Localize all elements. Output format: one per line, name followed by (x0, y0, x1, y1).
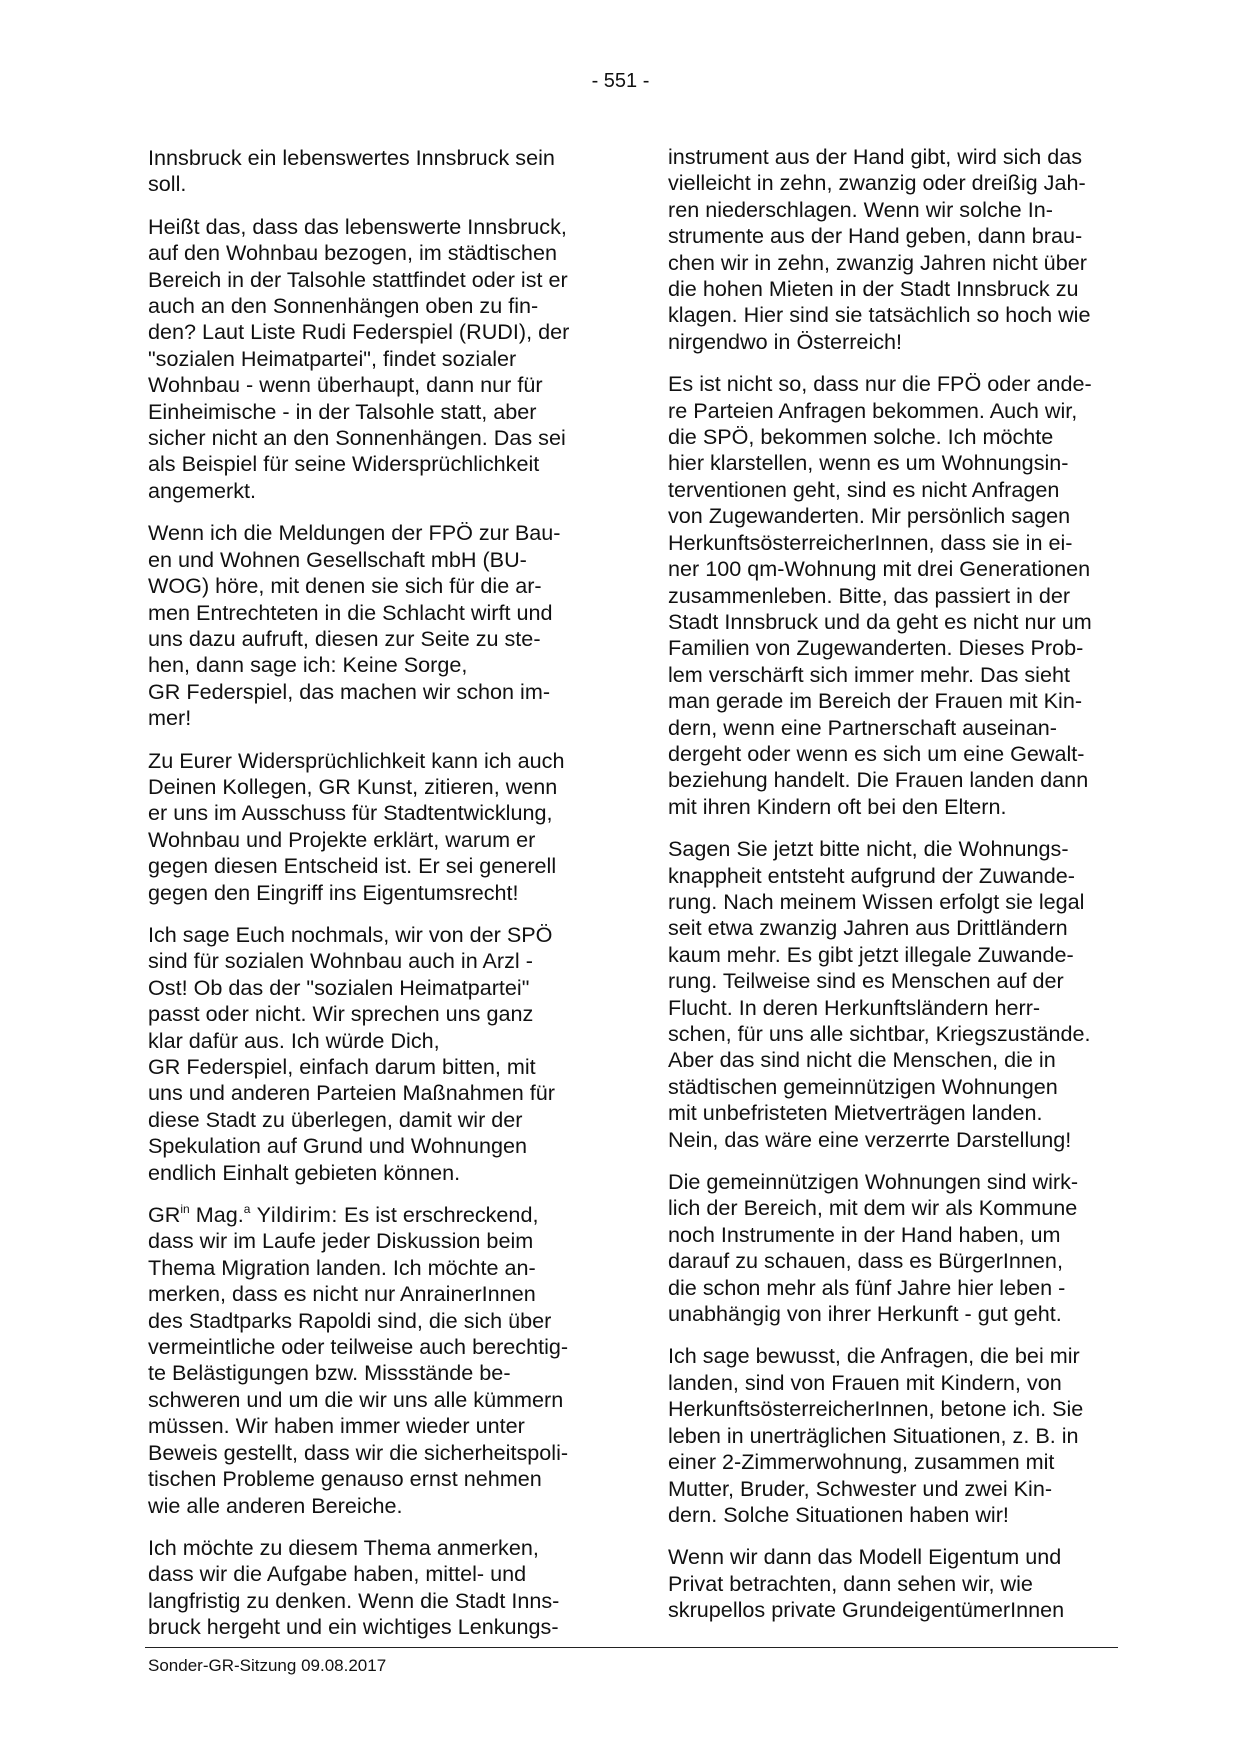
text-line: Die gemeinnützigen Wohnungen sind wirk- (668, 1169, 1079, 1195)
paragraph (148, 748, 588, 906)
text-line: Es ist nicht so, dass nur die FPÖ oder ande- (668, 371, 1092, 397)
paragraph (668, 371, 1118, 820)
paragraph (148, 214, 588, 504)
text-line: er uns im Ausschuss für Stadtentwicklung, (148, 800, 553, 826)
text-line: darauf zu schauen, dass es BürgerInnen, (668, 1248, 1063, 1274)
text-line: noch Instrumente in der Hand haben, um (668, 1221, 1061, 1247)
text-line: dern, wenn eine Partnerschaft auseinan- (668, 714, 1057, 740)
text-line: Innsbruck ein lebenswertes Innsbruck sein (148, 145, 555, 170)
text-line: terventionen geht, sind es nicht Anfragen (668, 476, 1060, 502)
text-line: man gerade im Bereich der Frauen mit Kin- (668, 688, 1083, 714)
paragraph (668, 836, 1118, 1153)
text-line: Ost! Ob das der "sozialen Heimatpartei" (148, 974, 530, 1000)
text-line: WOG) höre, mit denen sie sich für die ar- (148, 573, 542, 599)
text-line: leben in unerträglichen Situationen, z. B. in (668, 1422, 1079, 1448)
text-line: vermeintliche oder teilweise auch berechtig- (148, 1334, 569, 1360)
text-line: Bereich in der Talsohle stattfindet oder ist er (148, 266, 568, 292)
text-line: mit unbefristeten Mietverträgen landen. (668, 1100, 1043, 1126)
text-line: Flucht. In deren Herkunftsländern herr- (668, 994, 1041, 1020)
text-line: auf den Wohnbau bezogen, im städtischen (148, 240, 557, 266)
paragraph (668, 1544, 1118, 1623)
text-line: uns und anderen Parteien Maßnahmen für (148, 1080, 555, 1106)
text-line: mer! (148, 705, 192, 731)
text-line: Ich möchte zu diesem Thema anmerken, (148, 1534, 539, 1560)
text-line: dass wir die Aufgabe haben, mittel- und (148, 1561, 527, 1587)
text-line: Ich sage Euch nochmals, wir von der SPÖ (148, 921, 553, 947)
text-line: gegen den Eingriff ins Eigentumsrecht! (148, 879, 519, 905)
text-line: Wohnbau - wenn überhaupt, dann nur für (148, 372, 543, 398)
text-line: vielleicht in zehn, zwanzig oder dreißig Jah- (668, 170, 1086, 196)
text-line: lich der Bereich, mit dem wir als Kommune (668, 1195, 1078, 1221)
footer-text: Sonder-GR-Sitzung 09.08.2017 (148, 1656, 387, 1675)
text-line: soll. (148, 171, 187, 197)
text-line: Aber das sind nicht die Menschen, die in (668, 1047, 1056, 1073)
text-line: von Zugewanderten. Mir persönlich sagen (668, 503, 1071, 529)
right-column (668, 144, 1118, 1640)
text-line: schen, für uns alle sichtbar, Kriegszustände. (668, 1021, 1091, 1046)
text-line: als Beispiel für seine Widersprüchlichkeit (148, 451, 540, 477)
text-line: passt oder nicht. Wir sprechen uns ganz (148, 1001, 534, 1027)
text-line: merken, dass es nicht nur AnrainerInnen (148, 1281, 536, 1307)
text-line: diese Stadt zu überlegen, damit wir der (148, 1106, 523, 1132)
text-line: Sagen Sie jetzt bitte nicht, die Wohnungs- (668, 836, 1069, 862)
paragraph (668, 144, 1118, 355)
paragraph (148, 145, 588, 198)
text-line: Nein, das wäre eine verzerrte Darstellung! (668, 1126, 1072, 1152)
text-line: Ich sage bewusst, die Anfragen, die bei mir (668, 1343, 1080, 1369)
text-line: re Parteien Anfragen bekommen. Auch wir, (668, 397, 1078, 423)
text-line: Mutter, Bruder, Schwester und zwei Kin- (668, 1475, 1053, 1501)
text-line: HerkunftsösterreicherInnen, betone ich. Sie (668, 1396, 1084, 1422)
text-line: beziehung handelt. Die Frauen landen dann (668, 767, 1089, 793)
text-line: Zu Eurer Widersprüchlichkeit kann ich auch (148, 747, 565, 773)
text-line: Privat betrachten, dann sehen wir, wie (668, 1570, 1033, 1596)
text-line: auch an den Sonnenhängen oben zu fin- (148, 293, 539, 319)
text-line: hier klarstellen, wenn es um Wohnungsin- (668, 450, 1069, 476)
text-line: langfristig zu denken. Wenn die Stadt Inns- (148, 1587, 560, 1613)
text-line: rung. Nach meinem Wissen erfolgt sie legal (668, 888, 1085, 914)
page-number: - 551 - (591, 70, 650, 92)
speaker-first-line: $GR^{in}$ Mag.$^a$ Yildirim: Es ist erschreckend, (148, 1202, 539, 1228)
text-line: ren niederschlagen. Wenn wir solche In- (668, 196, 1053, 222)
text-line: mit ihren Kindern oft bei den Eltern. (668, 793, 1007, 819)
text-line: men Entrechteten in die Schlacht wirft und (148, 599, 553, 625)
text-line: nirgendwo in Österreich! (668, 328, 903, 354)
text-line: des Stadtparks Rapoldi sind, die sich über (148, 1307, 552, 1333)
text-line: "sozialen Heimatpartei", findet sozialer (148, 345, 517, 371)
text-line: die hohen Mieten in der Stadt Innsbruck zu (668, 276, 1079, 302)
text-line: unabhängig von ihrer Herkunft - gut geht. (668, 1301, 1062, 1327)
text-line: kaum mehr. Es gibt jetzt illegale Zuwande- (668, 941, 1074, 967)
paragraph (148, 520, 588, 731)
text-line: Wenn ich die Meldungen der FPÖ zur Bau- (148, 520, 561, 546)
text-line: Wohnbau und Projekte erklärt, warum er (148, 826, 536, 852)
text-line: klagen. Hier sind sie tatsächlich so hoch wie (668, 302, 1091, 328)
text-line: klar dafür aus. Ich würde Dich, (148, 1027, 440, 1053)
speaker-name: Yildirim: (250, 1202, 339, 1228)
text-line: Beweis gestellt, dass wir die sicherheitspoli- (148, 1439, 569, 1465)
text-line: Spekulation auf Grund und Wohnungen (148, 1133, 527, 1159)
text-line: angemerkt. (148, 477, 257, 503)
paragraph (668, 1169, 1118, 1327)
text-line: Deinen Kollegen, GR Kunst, zitieren, wenn (148, 773, 558, 799)
text-line: schweren und um die wir uns alle kümmern (148, 1386, 564, 1412)
text-line: den? Laut Liste Rudi Federspiel (RUDI), der (148, 319, 570, 345)
text-line: einer 2-Zimmerwohnung, zusammen mit (668, 1449, 1055, 1475)
text-line: instrument aus der Hand gibt, wird sich das (668, 144, 1083, 169)
paragraph (148, 1535, 588, 1641)
text-line: en und Wohnen Gesellschaft mbH (BU- (148, 546, 527, 572)
text-line: te Belästigungen bzw. Missstände be- (148, 1360, 511, 1386)
text-line: knappheit entsteht aufgrund der Zuwande- (668, 862, 1075, 888)
text-line: landen, sind von Frauen mit Kindern, von (668, 1369, 1062, 1395)
text-line: skrupellos private GrundeigentümerInnen (668, 1597, 1065, 1623)
text-line: müssen. Wir haben immer wieder unter (148, 1413, 525, 1439)
text-line: hen, dann sage ich: Keine Sorge, (148, 652, 468, 678)
paragraph (148, 922, 588, 1186)
text-line: lem verschärft sich immer mehr. Das sieht (668, 661, 1070, 687)
left-column (148, 145, 588, 1657)
text-line: GR Federspiel, das machen wir schon im- (148, 678, 551, 704)
text-line: rung. Teilweise sind es Menschen auf der (668, 968, 1064, 994)
text-line: bruck hergeht und ein wichtiges Lenkungs- (148, 1614, 559, 1640)
text-line: dass wir im Laufe jeder Diskussion beim (148, 1228, 534, 1254)
text-line: strumente aus der Hand geben, dann brau- (668, 223, 1083, 249)
text-line: wie alle anderen Bereiche. (148, 1492, 403, 1518)
text-line: dergeht oder wenn es sich um eine Gewalt- (668, 740, 1085, 766)
text-line: Heißt das, dass das lebenswerte Innsbruck, (148, 213, 567, 239)
text-line: uns dazu aufruft, diesen zur Seite zu ste- (148, 625, 541, 651)
text-line: sind für sozialen Wohnbau auch in Arzl - (148, 948, 533, 974)
text-line: endlich Einhalt gebieten können. (148, 1159, 461, 1185)
text-line: GR Federspiel, einfach darum bitten, mit (148, 1054, 536, 1079)
text-line: tischen Probleme genauso ernst nehmen (148, 1466, 542, 1492)
speaker-paragraph (148, 1202, 588, 1519)
paragraph (668, 1343, 1118, 1528)
text-line: Familien von Zugewanderten. Dieses Prob- (668, 635, 1084, 661)
text-line: städtischen gemeinnützigen Wohnungen (668, 1073, 1058, 1099)
text-line: HerkunftsösterreicherInnen, dass sie in ei- (668, 529, 1073, 555)
text-line: Thema Migration landen. Ich möchte an- (148, 1254, 536, 1280)
text-line: die SPÖ, bekommen solche. Ich möchte (668, 424, 1054, 450)
text-line: Einheimische - in der Talsohle statt, aber (148, 398, 537, 424)
text-line: gegen diesen Entscheid ist. Er sei generell (148, 853, 557, 879)
text-line: zusammenleben. Bitte, das passiert in der (668, 582, 1071, 608)
text-line: die schon mehr als fünf Jahre hier leben - (668, 1274, 1066, 1300)
text-line: chen wir in zehn, zwanzig Jahren nicht über (668, 249, 1087, 275)
text-line: sicher nicht an den Sonnenhängen. Das sei (148, 425, 566, 451)
text-line: Wenn wir dann das Modell Eigentum und (668, 1544, 1062, 1570)
text-line: dern. Solche Situationen haben wir! (668, 1501, 1009, 1527)
text-line: ner 100 qm-Wohnung mit drei Generationen (668, 556, 1091, 582)
text-line: seit etwa zwanzig Jahren aus Drittländern (668, 915, 1068, 941)
footer-divider (145, 1647, 1118, 1648)
text-line: Stadt Innsbruck und da geht es nicht nur um (668, 608, 1092, 634)
